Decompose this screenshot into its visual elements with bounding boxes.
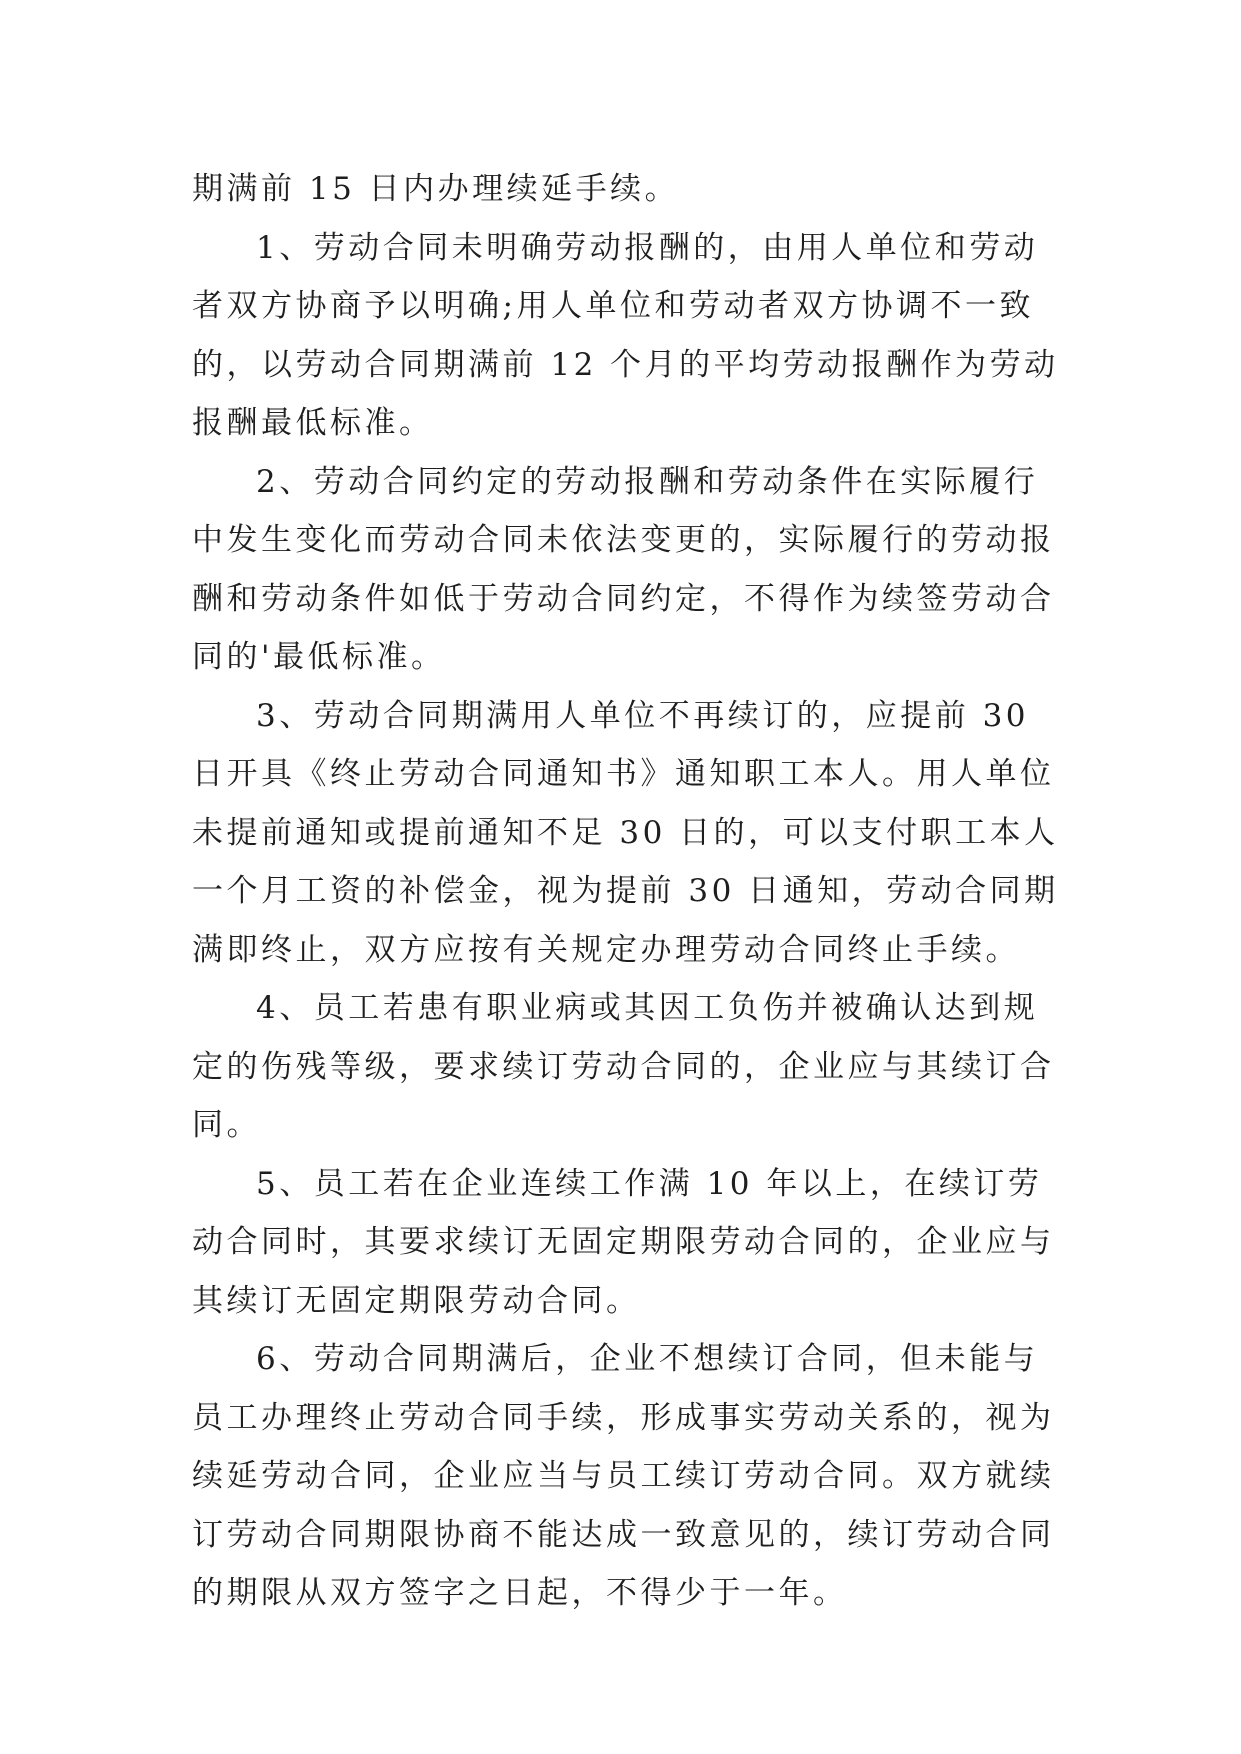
paragraph-item-5: 5、员工若在企业连续工作满 10 年以上，在续订劳动合同时，其要求续订无固定期限劳动合同的，企业应与其续订无固定期限劳动合同。 [192,1165,1055,1319]
document-body [192,160,1072,1623]
paragraph-item-6: 6、劳动合同期满后，企业不想续订合同，但未能与员工办理终止劳动合同手续，形成事实劳动关系的，视为续延劳动合同，企业应当与员工续订劳动合同。双方就续订劳动合同期限协商不能达成一致意见的，续订劳动合同的期限从双方签字之日起，不得少于一年。 [192,1341,1055,1611]
paragraph-continuation: 期满前 15 日内办理续延手续。 [192,171,680,207]
paragraph-item-1: 1、劳动合同未明确劳动报酬的，由用人单位和劳动者双方协商予以明确;用人单位和劳动者双方协调不一致的，以劳动合同期满前 12 个月的平均劳动报酬作为劳动报酬最低标准。 [192,229,1059,441]
paragraph-item-3: 3、劳动合同期满用人单位不再续订的，应提前 30 日开具《终止劳动合同通知书》通知职工本人。用人单位未提前通知或提前通知不足 30 日的，可以支付职工本人一个月工资的补偿金，视为提前 30 日通知，劳动合同期满即终止，双方应按有关规定办理劳动合同终止手续。 [192,697,1059,968]
paragraph-item-4: 4、员工若患有职业病或其因工负伤并被确认达到规定的伤残等级，要求续订劳动合同的，企业应与其续订合同。 [192,990,1055,1143]
paragraph-item-2: 2、劳动合同约定的劳动报酬和劳动条件在实际履行中发生变化而劳动合同未依法变更的，实际履行的劳动报酬和劳动条件如低于劳动合同约定，不得作为续签劳动合同的'最低标准。 [192,463,1055,675]
